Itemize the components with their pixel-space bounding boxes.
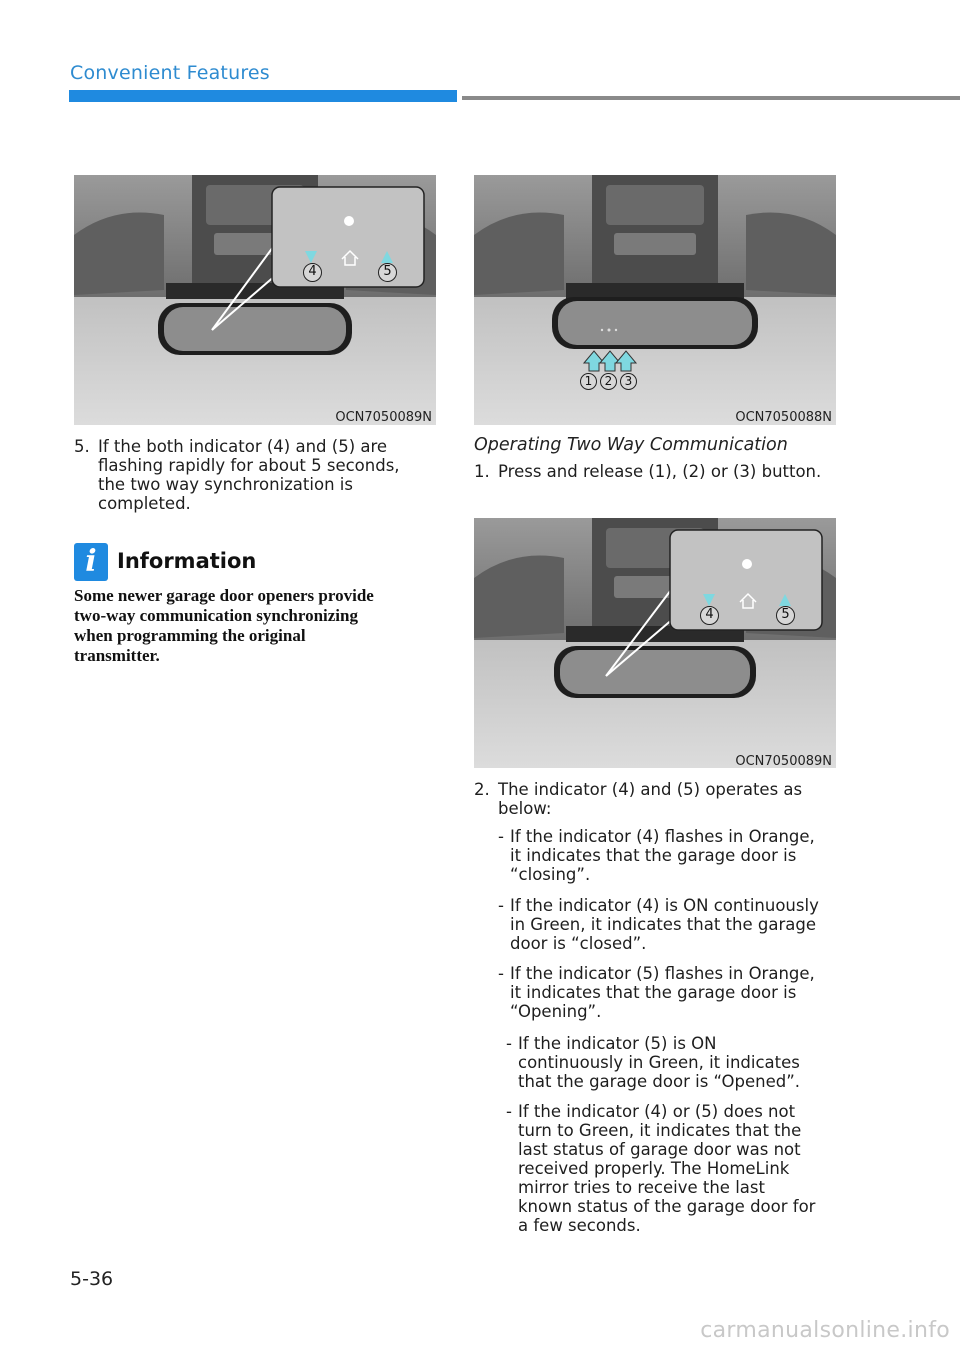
callout-4: 4 [303,263,322,282]
callout-4: 4 [700,606,719,625]
info-icon [74,543,108,581]
step-line: completed. [98,494,191,513]
step-line: If the both indicator (4) and (5) are [98,437,388,456]
callout-5: 5 [378,263,397,282]
bullet-line: it indicates that the garage door is [510,983,797,1002]
step-number: 1. [474,462,490,481]
bullet-line: a few seconds. [518,1216,641,1235]
bullet-line: door is “closed”. [510,934,647,953]
header-rule [462,96,960,100]
bullet-line: continuously in Green, it indicates [518,1053,800,1072]
bullet-line: turn to Green, it indicates that the [518,1121,802,1140]
step-1 [474,462,844,481]
bullet-dash: - [506,1034,512,1053]
figure-mirror-indicators [474,518,836,768]
page-number: 5-36 [70,1268,114,1290]
bullet-dash: - [498,964,504,983]
bullet-dash: - [506,1102,512,1121]
bullet-dash: - [498,827,504,846]
figure-code: OCN7050089N [735,754,832,769]
step-2 [474,780,844,818]
bullet-item [498,896,848,953]
bullet-line: received properly. The HomeLink [518,1159,790,1178]
callout-1: 1 [580,373,597,390]
information-line: two-way communication synchronizing [74,606,358,625]
step-number: 5. [74,437,90,456]
bullet-item [506,1102,846,1235]
bullet-line: “closing”. [510,865,591,884]
step-line: below: [498,799,552,818]
information-line: Some newer garage door openers provide [74,586,374,605]
bullet-item [498,827,848,884]
bullet-line: last status of garage door was not [518,1140,801,1159]
information-line: when programming the original [74,626,306,645]
bullet-line: known status of the garage door for [518,1197,816,1216]
bullet-line: mirror tries to receive the last [518,1178,765,1197]
bullet-line: If the indicator (5) flashes in Orange, [510,964,815,983]
step-5 [74,437,444,513]
bullet-line: in Green, it indicates that the garage [510,915,816,934]
information-text [74,586,434,666]
step-line: Press and release (1), (2) or (3) button. [498,462,822,481]
bullet-dash: - [498,896,504,915]
figure-code: OCN7050088N [735,410,832,425]
watermark: carmanualsonline.info [700,1318,950,1343]
figure-mirror-indicators [74,175,436,425]
step-line: flashing rapidly for about 5 seconds, [98,456,400,475]
bullet-line: If the indicator (4) flashes in Orange, [510,827,815,846]
bullet-line: “Opening”. [510,1002,602,1021]
step-number: 2. [474,780,490,799]
information-title: Information [117,549,257,573]
subheading: Operating Two Way Communication [474,435,788,455]
header-accent-bar [69,90,457,102]
bullet-line: it indicates that the garage door is [510,846,797,865]
callout-2: 2 [600,373,617,390]
bullet-line: If the indicator (5) is ON [518,1034,717,1053]
information-line: transmitter. [74,646,160,665]
bullet-item [498,964,848,1021]
callout-3: 3 [620,373,637,390]
figure-code: OCN7050089N [335,410,432,425]
step-line: the two way synchronization is [98,475,353,494]
bullet-line: If the indicator (4) or (5) does not [518,1102,796,1121]
bullet-line: If the indicator (4) is ON continuously [510,896,819,915]
info-icon-letter: i [85,544,97,579]
step-line: The indicator (4) and (5) operates as [498,780,803,799]
section-title: Convenient Features [70,62,270,84]
bullet-line: that the garage door is “Opened”. [518,1072,800,1091]
bullet-item [506,1034,846,1091]
callout-5: 5 [776,606,795,625]
figure-mirror-buttons [474,175,836,425]
